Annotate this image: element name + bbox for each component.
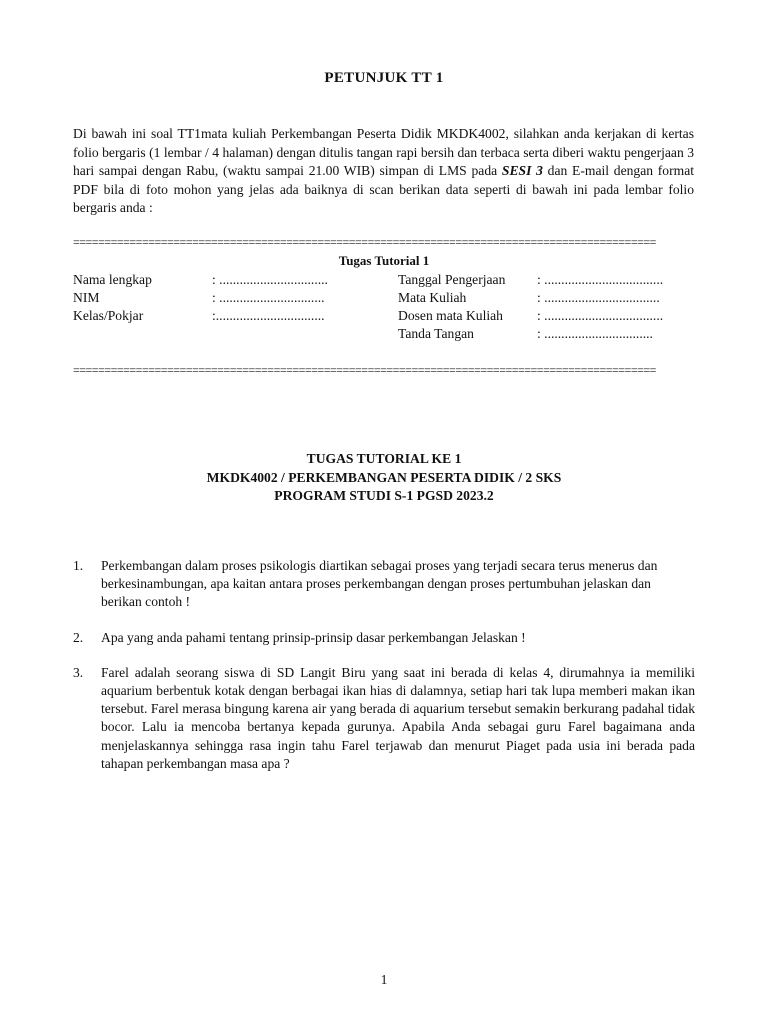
question-number: 1.: [73, 558, 84, 573]
form-blank: : ...................................: [537, 272, 664, 287]
instructions-text-start: Di bawah ini soal TT1mata kuliah Perkembangan Peserta Didik MKDK4002, silahkan anda kerjakan di kertas folio bergaris (1 lembar / 4 halaman) dengan ditulis tangan rapi bersih dan terbaca serta diberi waktu pengerjaan 3 hari sampai dengan Rabu, (waktu sampai 21.00 WIB) simpan di LMS pada: [73, 126, 694, 178]
form-blank: : ..................................: [537, 290, 660, 305]
course-title: MKDK4002 / PERKEMBANGAN PESERTA DIDIK / 2 SKS: [206, 469, 562, 485]
question-list: [73, 557, 695, 790]
separator-bottom: =============================================================================================: [73, 364, 656, 376]
instructions-paragraph: [73, 125, 694, 218]
question-number: 3.: [73, 664, 84, 680]
form-heading: Tugas Tutorial 1: [338, 253, 430, 268]
question-item: [73, 557, 695, 612]
question-item: [73, 629, 695, 647]
page-number: 1: [380, 972, 388, 987]
question-text: Perkembangan dalam proses psikologis diartikan sebagai proses yang terjadi secara terus menerus dan berkesinambungan, apa kaitan antara proses perkembangan dengan proses pertumbuhan jelaskan dan berikan contoh !: [101, 558, 658, 610]
instructions-text-end: dan E-mail dengan format PDF bila di foto mohon yang jelas ada baiknya di scan berikan data seperti di bawah ini pada lembar folio bergaris anda :: [73, 163, 694, 215]
form-label: Tanda Tangan: [398, 326, 474, 341]
form-blank: : ................................: [212, 272, 328, 287]
form-blank: : ................................: [537, 326, 653, 341]
question-item: [73, 664, 695, 773]
form-blank: : ...................................: [537, 308, 664, 323]
question-number: 2.: [73, 629, 84, 645]
separator-top: =============================================================================================: [73, 236, 656, 248]
form-label: Nama lengkap: [73, 272, 152, 287]
question-text: Apa yang anda pahami tentang prinsip-prinsip dasar perkembangan Jelaskan !: [101, 629, 526, 645]
assignment-heading: [0, 450, 768, 506]
form-label: Mata Kuliah: [398, 290, 467, 305]
document-title: PETUNJUK TT 1: [324, 70, 444, 86]
form-label: Kelas/Pokjar: [73, 308, 144, 323]
form-label: Tanggal Pengerjaan: [398, 272, 506, 287]
form-blank: : ...............................: [212, 290, 325, 305]
assignment-title: TUGAS TUTORIAL KE 1: [306, 451, 462, 466]
question-text: Farel adalah seorang siswa di SD Langit Biru yang saat ini berada di kelas 4, dirumahnya ia memiliki aquarium berbentuk kotak dengan berbagai ikan hias di dalamnya, setiap hari tak lupa memberi makan ikan tersebut. Farel merasa bingung karena air yang berada di aquarium tersebut semakin berkurang padahal tidak bocor. Lalu ia mencoba bertanya kepada gurunya. Apabila Anda sebagai guru Farel bagaimana anda menjelaskannya sehingga rasa ingin tahu Farel terjawab dan menurut Piaget pada usia ini berada pada tahapan perkembangan masa apa ?: [101, 664, 695, 771]
form-blank: :................................: [212, 308, 325, 323]
session-emphasis: SESI 3: [501, 163, 543, 178]
form-label: Dosen mata Kuliah: [398, 308, 503, 323]
program-title: PROGRAM STUDI S-1 PGSD 2023.2: [274, 488, 494, 503]
form-label: NIM: [73, 290, 100, 305]
